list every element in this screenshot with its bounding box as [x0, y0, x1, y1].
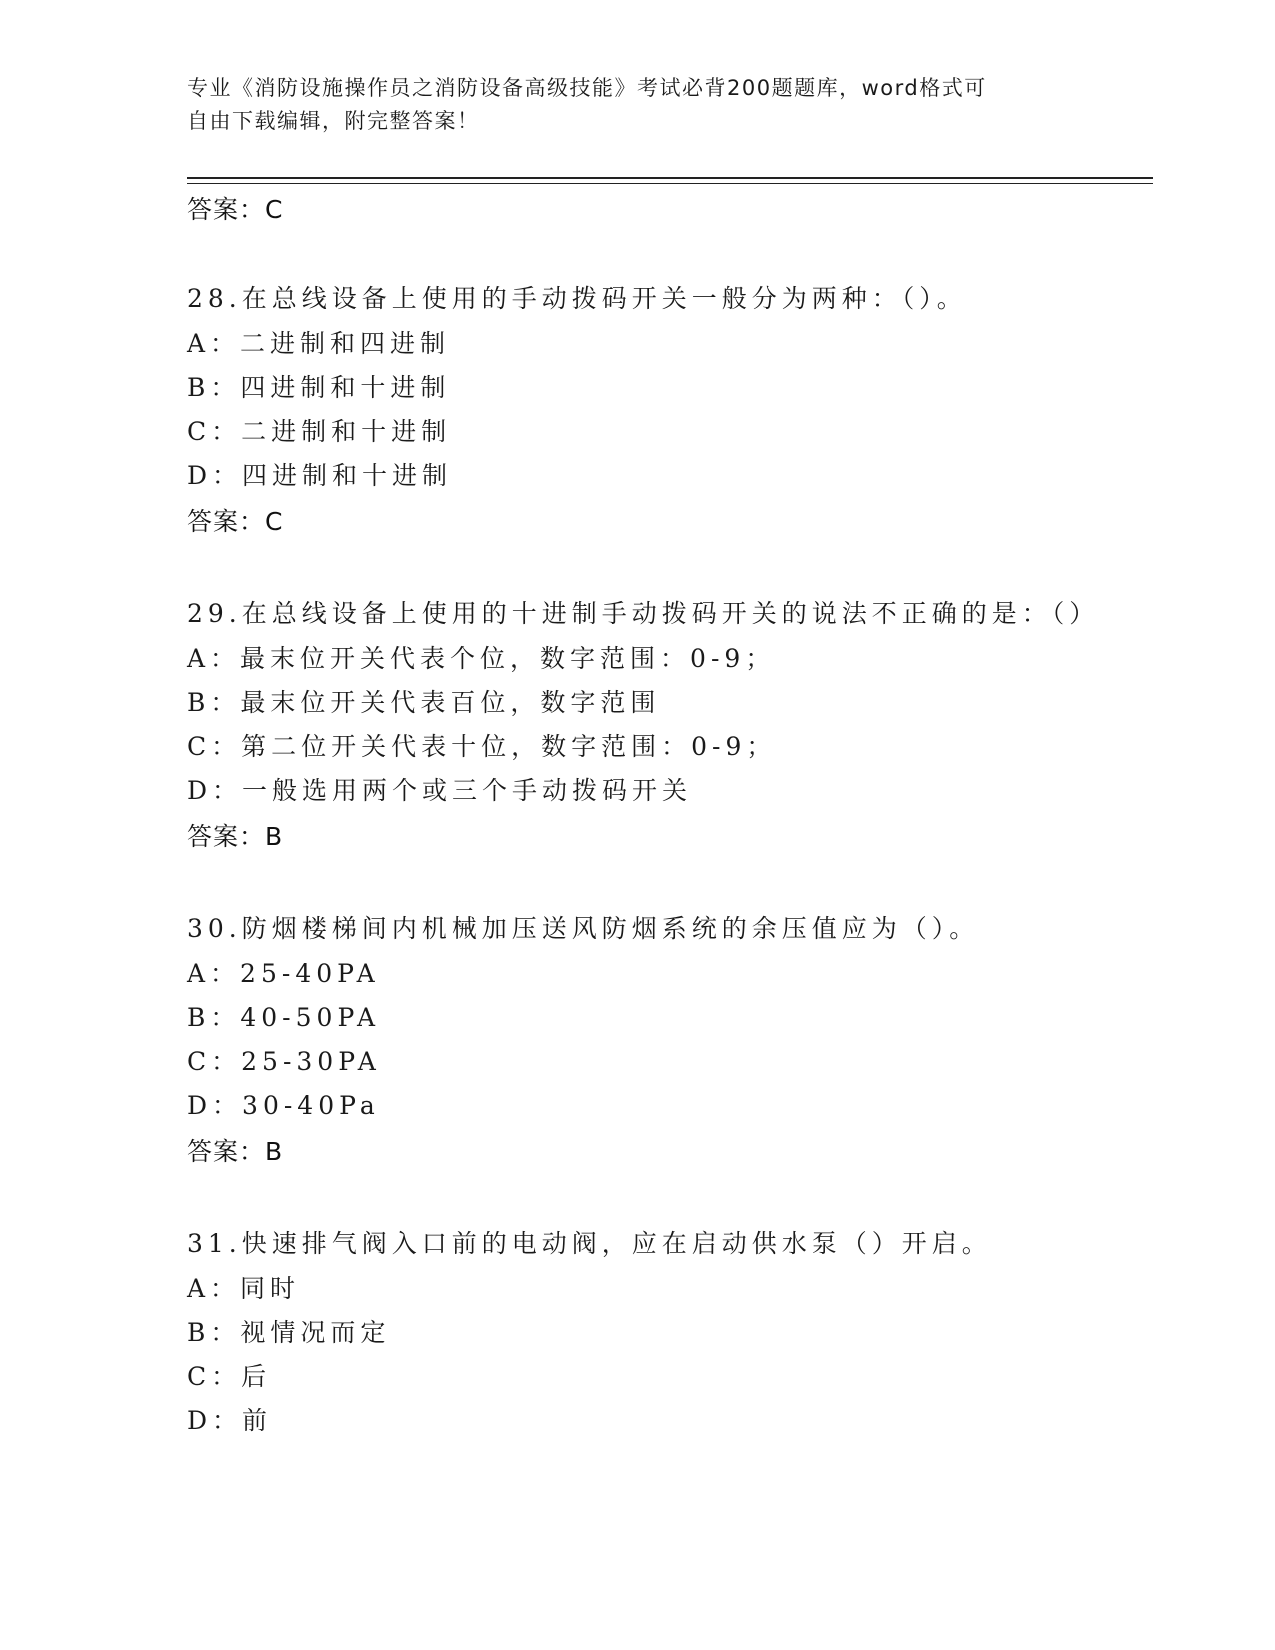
option-30-a: A：25-40PA [187, 959, 380, 988]
option-29-c: C：第二位开关代表十位，数字范围：0-9； [187, 732, 777, 761]
question-stem-29: 29.在总线设备上使用的十进制手动拨码开关的说法不正确的是：（） [187, 599, 1100, 628]
document-header [187, 72, 1077, 138]
option-28-a: A：二进制和四进制 [187, 329, 451, 358]
answer-label-29: 答案：B [187, 822, 284, 851]
answer-label-28: 答案：C [187, 507, 284, 536]
option-31-c: C：后 [187, 1362, 272, 1391]
option-28-c: C：二进制和十进制 [187, 417, 452, 446]
option-31-d: D：前 [187, 1406, 273, 1435]
option-28-d: D：四进制和十进制 [187, 461, 453, 490]
header-divider-thick [187, 177, 1153, 179]
option-29-d: D：一般选用两个或三个手动拨码开关 [187, 776, 693, 805]
option-30-b: B：40-50PA [187, 1003, 381, 1032]
header-line-2: 自由下载编辑，附完整答案！ [187, 109, 480, 133]
header-line-1: 专业《消防设施操作员之消防设备高级技能》考试必背200题题库，word格式可 [187, 76, 987, 100]
option-31-b: B：视情况而定 [187, 1318, 391, 1347]
question-stem-28: 28.在总线设备上使用的手动拨码开关一般分为两种：（）。 [187, 284, 967, 313]
option-30-c: C：25-30PA [187, 1047, 381, 1076]
answer-label-30: 答案：B [187, 1137, 284, 1166]
question-stem-30: 30.防烟楼梯间内机械加压送风防烟系统的余压值应为（）。 [187, 914, 980, 943]
option-29-b: B：最末位开关代表百位，数字范围 [187, 688, 661, 717]
option-29-a: A：最末位开关代表个位，数字范围：0-9； [187, 644, 776, 673]
option-28-b: B：四进制和十进制 [187, 373, 451, 402]
question-stem-31: 31.快速排气阀入口前的电动阀，应在启动供水泵（）开启。 [187, 1229, 992, 1258]
option-31-a: A：同时 [187, 1274, 301, 1303]
header-divider-thin [187, 183, 1153, 184]
answer-label: 答案：C [187, 195, 284, 224]
option-30-d: D：30-40Pa [187, 1091, 380, 1120]
